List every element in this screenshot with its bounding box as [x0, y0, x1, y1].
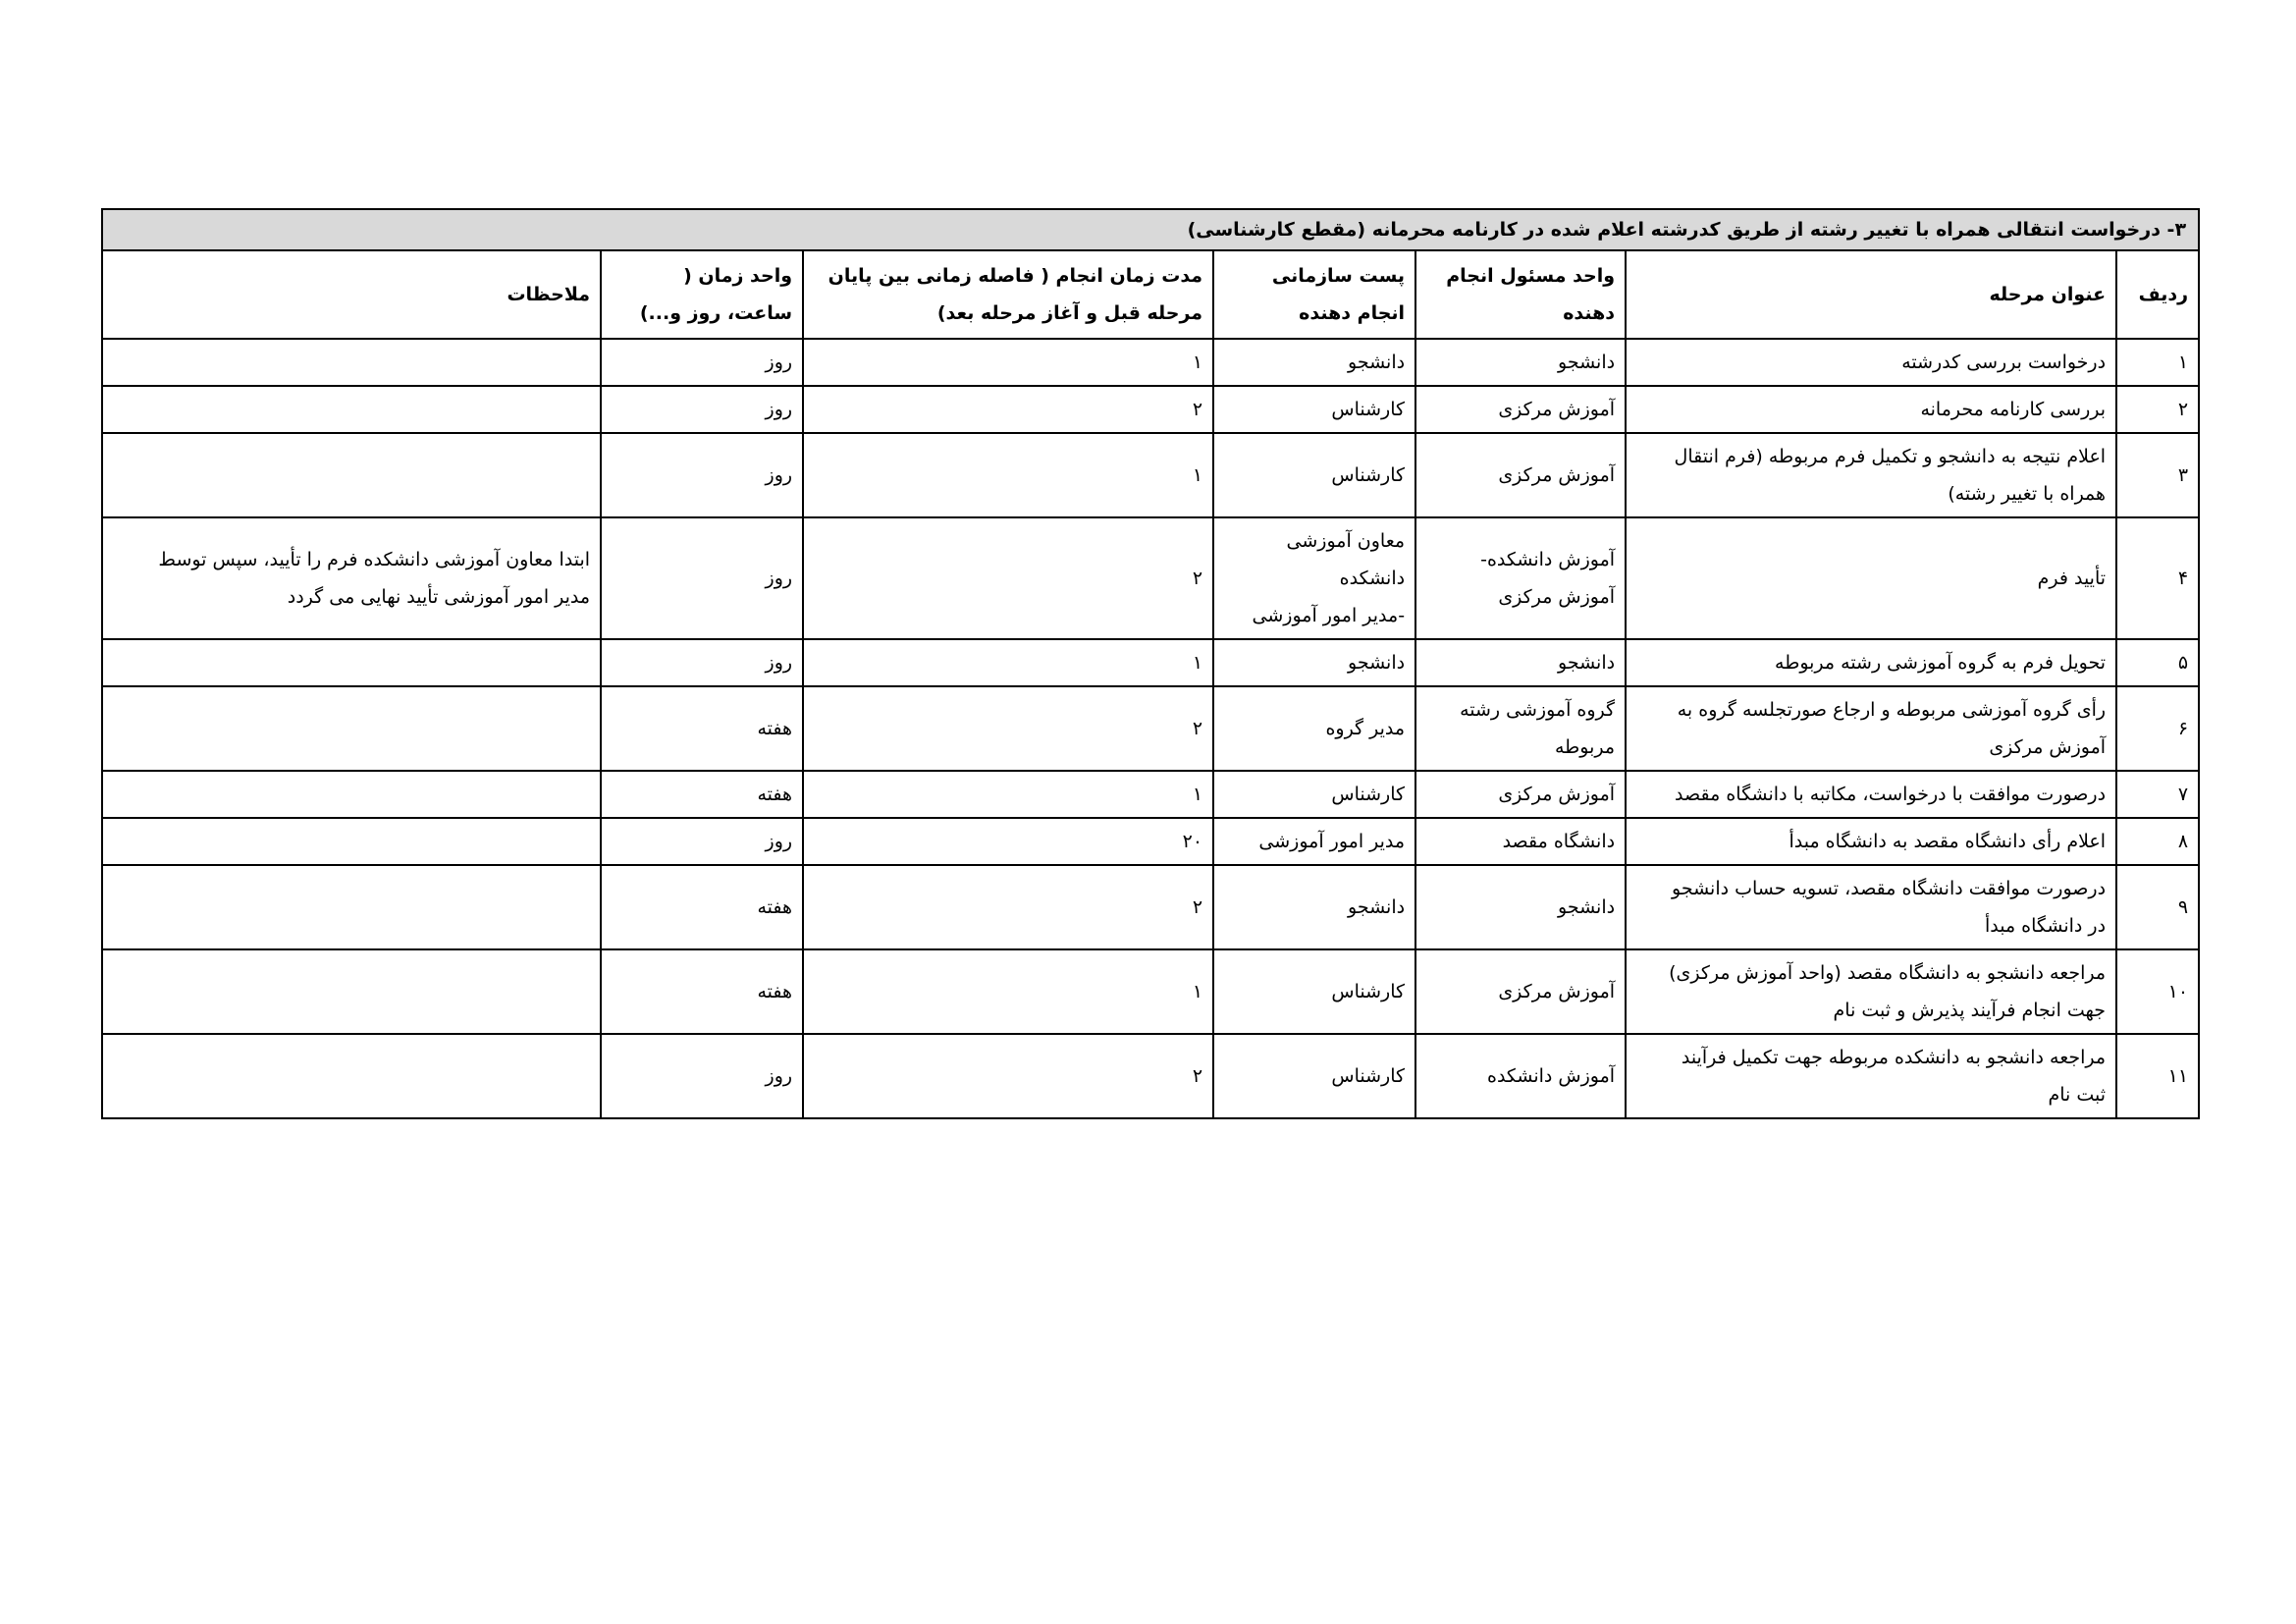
time-unit-cell: هفته [601, 949, 803, 1034]
header-position-line-1: پست سازمانی [1271, 265, 1406, 287]
responsible-unit-cell-line: آموزش دانشکده [1486, 1065, 1616, 1087]
row-number-cell: ۶ [2116, 686, 2199, 771]
step-title-cell [1626, 865, 2116, 949]
position-cell [1213, 639, 1415, 686]
responsible-unit-cell [1415, 686, 1626, 771]
header-position [1213, 250, 1415, 339]
notes-cell [102, 639, 601, 686]
step-title-cell-line: همراه با تغییر رشته) [1948, 483, 2107, 505]
duration-cell: ۱ [803, 339, 1213, 386]
responsible-unit-cell-line: دانشجو [1558, 896, 1616, 918]
responsible-unit-cell [1415, 339, 1626, 386]
time-unit-cell: روز [601, 1034, 803, 1118]
header-position-line-2: انجام دهنده [1299, 302, 1406, 324]
responsible-unit-cell-line: دانشگاه مقصد [1502, 831, 1616, 852]
responsible-unit-cell [1415, 639, 1626, 686]
step-title-cell-line: اعلام رأی دانشگاه مقصد به دانشگاه مبدأ [1789, 831, 2107, 852]
header-duration [803, 250, 1213, 339]
duration-cell: ۱ [803, 771, 1213, 818]
duration-cell: ۲ [803, 1034, 1213, 1118]
responsible-unit-cell-line: آموزش مرکزی [1498, 586, 1616, 608]
table-row [102, 386, 2199, 433]
responsible-unit-cell-line: آموزش مرکزی [1498, 784, 1616, 805]
row-number-cell: ۷ [2116, 771, 2199, 818]
position-cell [1213, 818, 1415, 865]
position-cell-line: کارشناس [1331, 784, 1406, 805]
header-time-unit [601, 250, 803, 339]
time-unit-cell: هفته [601, 865, 803, 949]
responsible-unit-cell-line: آموزش مرکزی [1498, 464, 1616, 486]
position-cell-line: مدیر گروه [1325, 718, 1406, 739]
time-unit-cell: روز [601, 339, 803, 386]
position-cell-line: دانشجو [1348, 652, 1406, 674]
header-row-number: ردیف [2116, 250, 2199, 339]
responsible-unit-cell-line: آموزش مرکزی [1498, 399, 1616, 420]
duration-cell: ۲ [803, 686, 1213, 771]
notes-cell [102, 686, 601, 771]
header-responsible-unit-line-1: واحد مسئول انجام [1446, 265, 1616, 287]
step-title-cell-line: مراجعه دانشجو به دانشکده مربوطه جهت تکمیل فرآیند [1681, 1047, 2107, 1068]
responsible-unit-cell [1415, 818, 1626, 865]
position-cell-line: کارشناس [1331, 1065, 1406, 1087]
table-row [102, 865, 2199, 949]
position-cell-line: دانشجو [1348, 896, 1406, 918]
table-body [102, 339, 2199, 1118]
header-duration-line-1: مدت زمان انجام ( فاصله زمانی بین پایان [828, 265, 1203, 287]
step-title-cell-line: اعلام نتیجه به دانشجو و تکمیل فرم مربوطه (فرم انتقال [1674, 446, 2107, 467]
position-cell [1213, 771, 1415, 818]
responsible-unit-cell [1415, 865, 1626, 949]
table-row [102, 686, 2199, 771]
time-unit-cell: روز [601, 517, 803, 639]
header-responsible-unit-line-2: دهنده [1563, 302, 1616, 324]
duration-cell: ۲ [803, 517, 1213, 639]
notes-cell [102, 1034, 601, 1118]
header-duration-line-2: مرحله قبل و آغاز مرحله بعد) [936, 302, 1203, 324]
responsible-unit-cell-line: دانشجو [1558, 652, 1616, 674]
row-number-cell: ۱۰ [2116, 949, 2199, 1034]
notes-cell [102, 517, 601, 639]
notes-cell [102, 949, 601, 1034]
step-title-cell-line: تحویل فرم به گروه آموزشی رشته مربوطه [1775, 652, 2107, 674]
step-title-cell [1626, 949, 2116, 1034]
notes-cell [102, 865, 601, 949]
step-title-cell-line: تأیید فرم [2037, 568, 2107, 589]
table-title: ۳- درخواست انتقالی همراه با تغییر رشته از طریق کدرشته اعلام شده در کارنامه محرمانه (مقطع کارشناسی) [102, 209, 2199, 250]
table-row [102, 1034, 2199, 1118]
step-title-cell-line: درخواست بررسی کدرشته [1901, 352, 2107, 373]
row-number-cell: ۱۱ [2116, 1034, 2199, 1118]
table-row [102, 339, 2199, 386]
position-cell-line: معاون آموزشی [1286, 530, 1406, 552]
time-unit-cell: هفته [601, 771, 803, 818]
notes-cell [102, 818, 601, 865]
step-title-cell-line: درصورت موافقت دانشگاه مقصد، تسویه حساب دانشجو [1672, 878, 2107, 899]
step-title-cell-line: جهت انجام فرآیند پذیرش و ثبت نام [1833, 1000, 2107, 1021]
responsible-unit-cell-line: آموزش دانشکده- [1480, 549, 1616, 570]
time-unit-cell: روز [601, 386, 803, 433]
time-unit-cell: هفته [601, 686, 803, 771]
step-title-cell-line: ثبت نام [2048, 1084, 2107, 1106]
step-title-cell [1626, 686, 2116, 771]
step-title-cell [1626, 517, 2116, 639]
row-number-cell: ۲ [2116, 386, 2199, 433]
table-row [102, 818, 2199, 865]
step-title-cell [1626, 771, 2116, 818]
duration-cell: ۲۰ [803, 818, 1213, 865]
notes-cell-line: مدیر امور آموزشی تأیید نهایی می گردد [287, 586, 591, 608]
step-title-cell-line: مراجعه دانشجو به دانشگاه مقصد (واحد آموزش مرکزی) [1669, 962, 2107, 984]
responsible-unit-cell [1415, 433, 1626, 517]
step-title-cell-line: بررسی کارنامه محرمانه [1920, 399, 2107, 420]
position-cell [1213, 517, 1415, 639]
header-responsible-unit [1415, 250, 1626, 339]
step-title-cell [1626, 386, 2116, 433]
step-title-cell-line: درصورت موافقت با درخواست، مکاتبه با دانشگاه مقصد [1675, 784, 2107, 805]
responsible-unit-cell [1415, 949, 1626, 1034]
notes-cell [102, 339, 601, 386]
responsible-unit-cell-line: مربوطه [1554, 736, 1616, 758]
time-unit-cell: روز [601, 818, 803, 865]
notes-cell-line: ابتدا معاون آموزشی دانشکده فرم را تأیید، سپس توسط [158, 549, 591, 570]
position-cell [1213, 339, 1415, 386]
table-row [102, 433, 2199, 517]
position-cell-line: کارشناس [1331, 399, 1406, 420]
position-cell [1213, 386, 1415, 433]
step-title-cell [1626, 1034, 2116, 1118]
row-number-cell: ۱ [2116, 339, 2199, 386]
header-step-title: عنوان مرحله [1626, 250, 2116, 339]
position-cell-line: دانشجو [1348, 352, 1406, 373]
step-title-cell [1626, 433, 2116, 517]
step-title-cell-line: رأی گروه آموزشی مربوطه و ارجاع صورتجلسه گروه به [1677, 699, 2107, 721]
duration-cell: ۱ [803, 639, 1213, 686]
position-cell-line: دانشکده [1339, 568, 1406, 589]
step-title-cell [1626, 339, 2116, 386]
table-row [102, 517, 2199, 639]
responsible-unit-cell [1415, 1034, 1626, 1118]
notes-cell [102, 433, 601, 517]
header-notes: ملاحظات [102, 250, 601, 339]
responsible-unit-cell-line: دانشجو [1558, 352, 1616, 373]
step-title-cell [1626, 818, 2116, 865]
position-cell [1213, 949, 1415, 1034]
position-cell-line: کارشناس [1331, 464, 1406, 486]
time-unit-cell: روز [601, 639, 803, 686]
position-cell-line: مدیر امور آموزشی [1258, 831, 1406, 852]
duration-cell: ۱ [803, 433, 1213, 517]
row-number-cell: ۹ [2116, 865, 2199, 949]
step-title-cell [1626, 639, 2116, 686]
position-cell [1213, 1034, 1415, 1118]
position-cell [1213, 433, 1415, 517]
table-row [102, 949, 2199, 1034]
header-time-unit-line-1: واحد زمان ( [683, 265, 793, 287]
responsible-unit-cell [1415, 771, 1626, 818]
position-cell-line: -مدیر امور آموزشی [1252, 605, 1406, 626]
table-header-row [102, 250, 2199, 339]
table-title-row [102, 209, 2199, 250]
step-title-cell-line: آموزش مرکزی [1989, 736, 2107, 758]
responsible-unit-cell [1415, 517, 1626, 639]
responsible-unit-cell-line: آموزش مرکزی [1498, 981, 1616, 1002]
row-number-cell: ۸ [2116, 818, 2199, 865]
row-number-cell: ۴ [2116, 517, 2199, 639]
header-time-unit-line-2: ساعت، روز و...) [639, 302, 793, 324]
duration-cell: ۲ [803, 386, 1213, 433]
row-number-cell: ۳ [2116, 433, 2199, 517]
responsible-unit-cell [1415, 386, 1626, 433]
time-unit-cell: روز [601, 433, 803, 517]
notes-cell [102, 771, 601, 818]
position-cell-line: کارشناس [1331, 981, 1406, 1002]
duration-cell: ۱ [803, 949, 1213, 1034]
procedure-table [101, 208, 2200, 1119]
position-cell [1213, 686, 1415, 771]
table-row [102, 771, 2199, 818]
step-title-cell-line: در دانشگاه مبدأ [1984, 915, 2107, 937]
duration-cell: ۲ [803, 865, 1213, 949]
notes-cell [102, 386, 601, 433]
position-cell [1213, 865, 1415, 949]
row-number-cell: ۵ [2116, 639, 2199, 686]
responsible-unit-cell-line: گروه آموزشی رشته [1460, 699, 1616, 721]
table-row [102, 639, 2199, 686]
